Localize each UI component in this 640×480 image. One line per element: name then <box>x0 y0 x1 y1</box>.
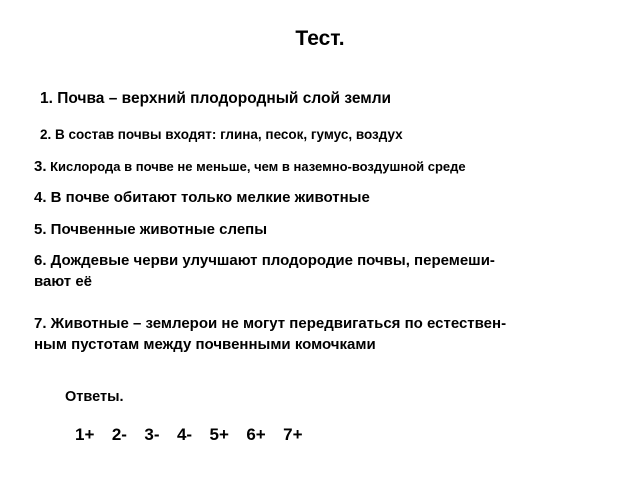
question-6-line-2: вают её <box>34 273 93 290</box>
question-2: 2. В состав почвы входят: глина, песок, гумус, воздух <box>40 127 403 142</box>
answers-label: Ответы. <box>65 389 124 405</box>
question-3-number: 3. <box>34 158 47 175</box>
question-3-text: Кислорода в почве не меньше, чем в наземно-воздушной среде <box>46 159 466 174</box>
question-7-line-1: 7. Животные – землерои не могут передвигаться по естествен- <box>34 315 507 332</box>
answers-key: 1+ 2- 3- 4- 5+ 6+ 7+ <box>75 425 303 444</box>
question-7 <box>34 313 614 355</box>
page-title: Тест. <box>295 27 345 50</box>
question-6-line-1: 6. Дождевые черви улучшают плодородие почвы, перемеши- <box>34 252 495 269</box>
question-1: 1. Почва – верхний плодородный слой земли <box>40 90 392 107</box>
question-6 <box>34 250 614 292</box>
question-3 <box>34 158 466 175</box>
question-7-line-2: ным пустотам между почвенными комочками <box>34 336 376 353</box>
question-4: 4. В почве обитают только мелкие животные <box>34 189 370 206</box>
question-5: 5. Почвенные животные слепы <box>34 221 268 238</box>
